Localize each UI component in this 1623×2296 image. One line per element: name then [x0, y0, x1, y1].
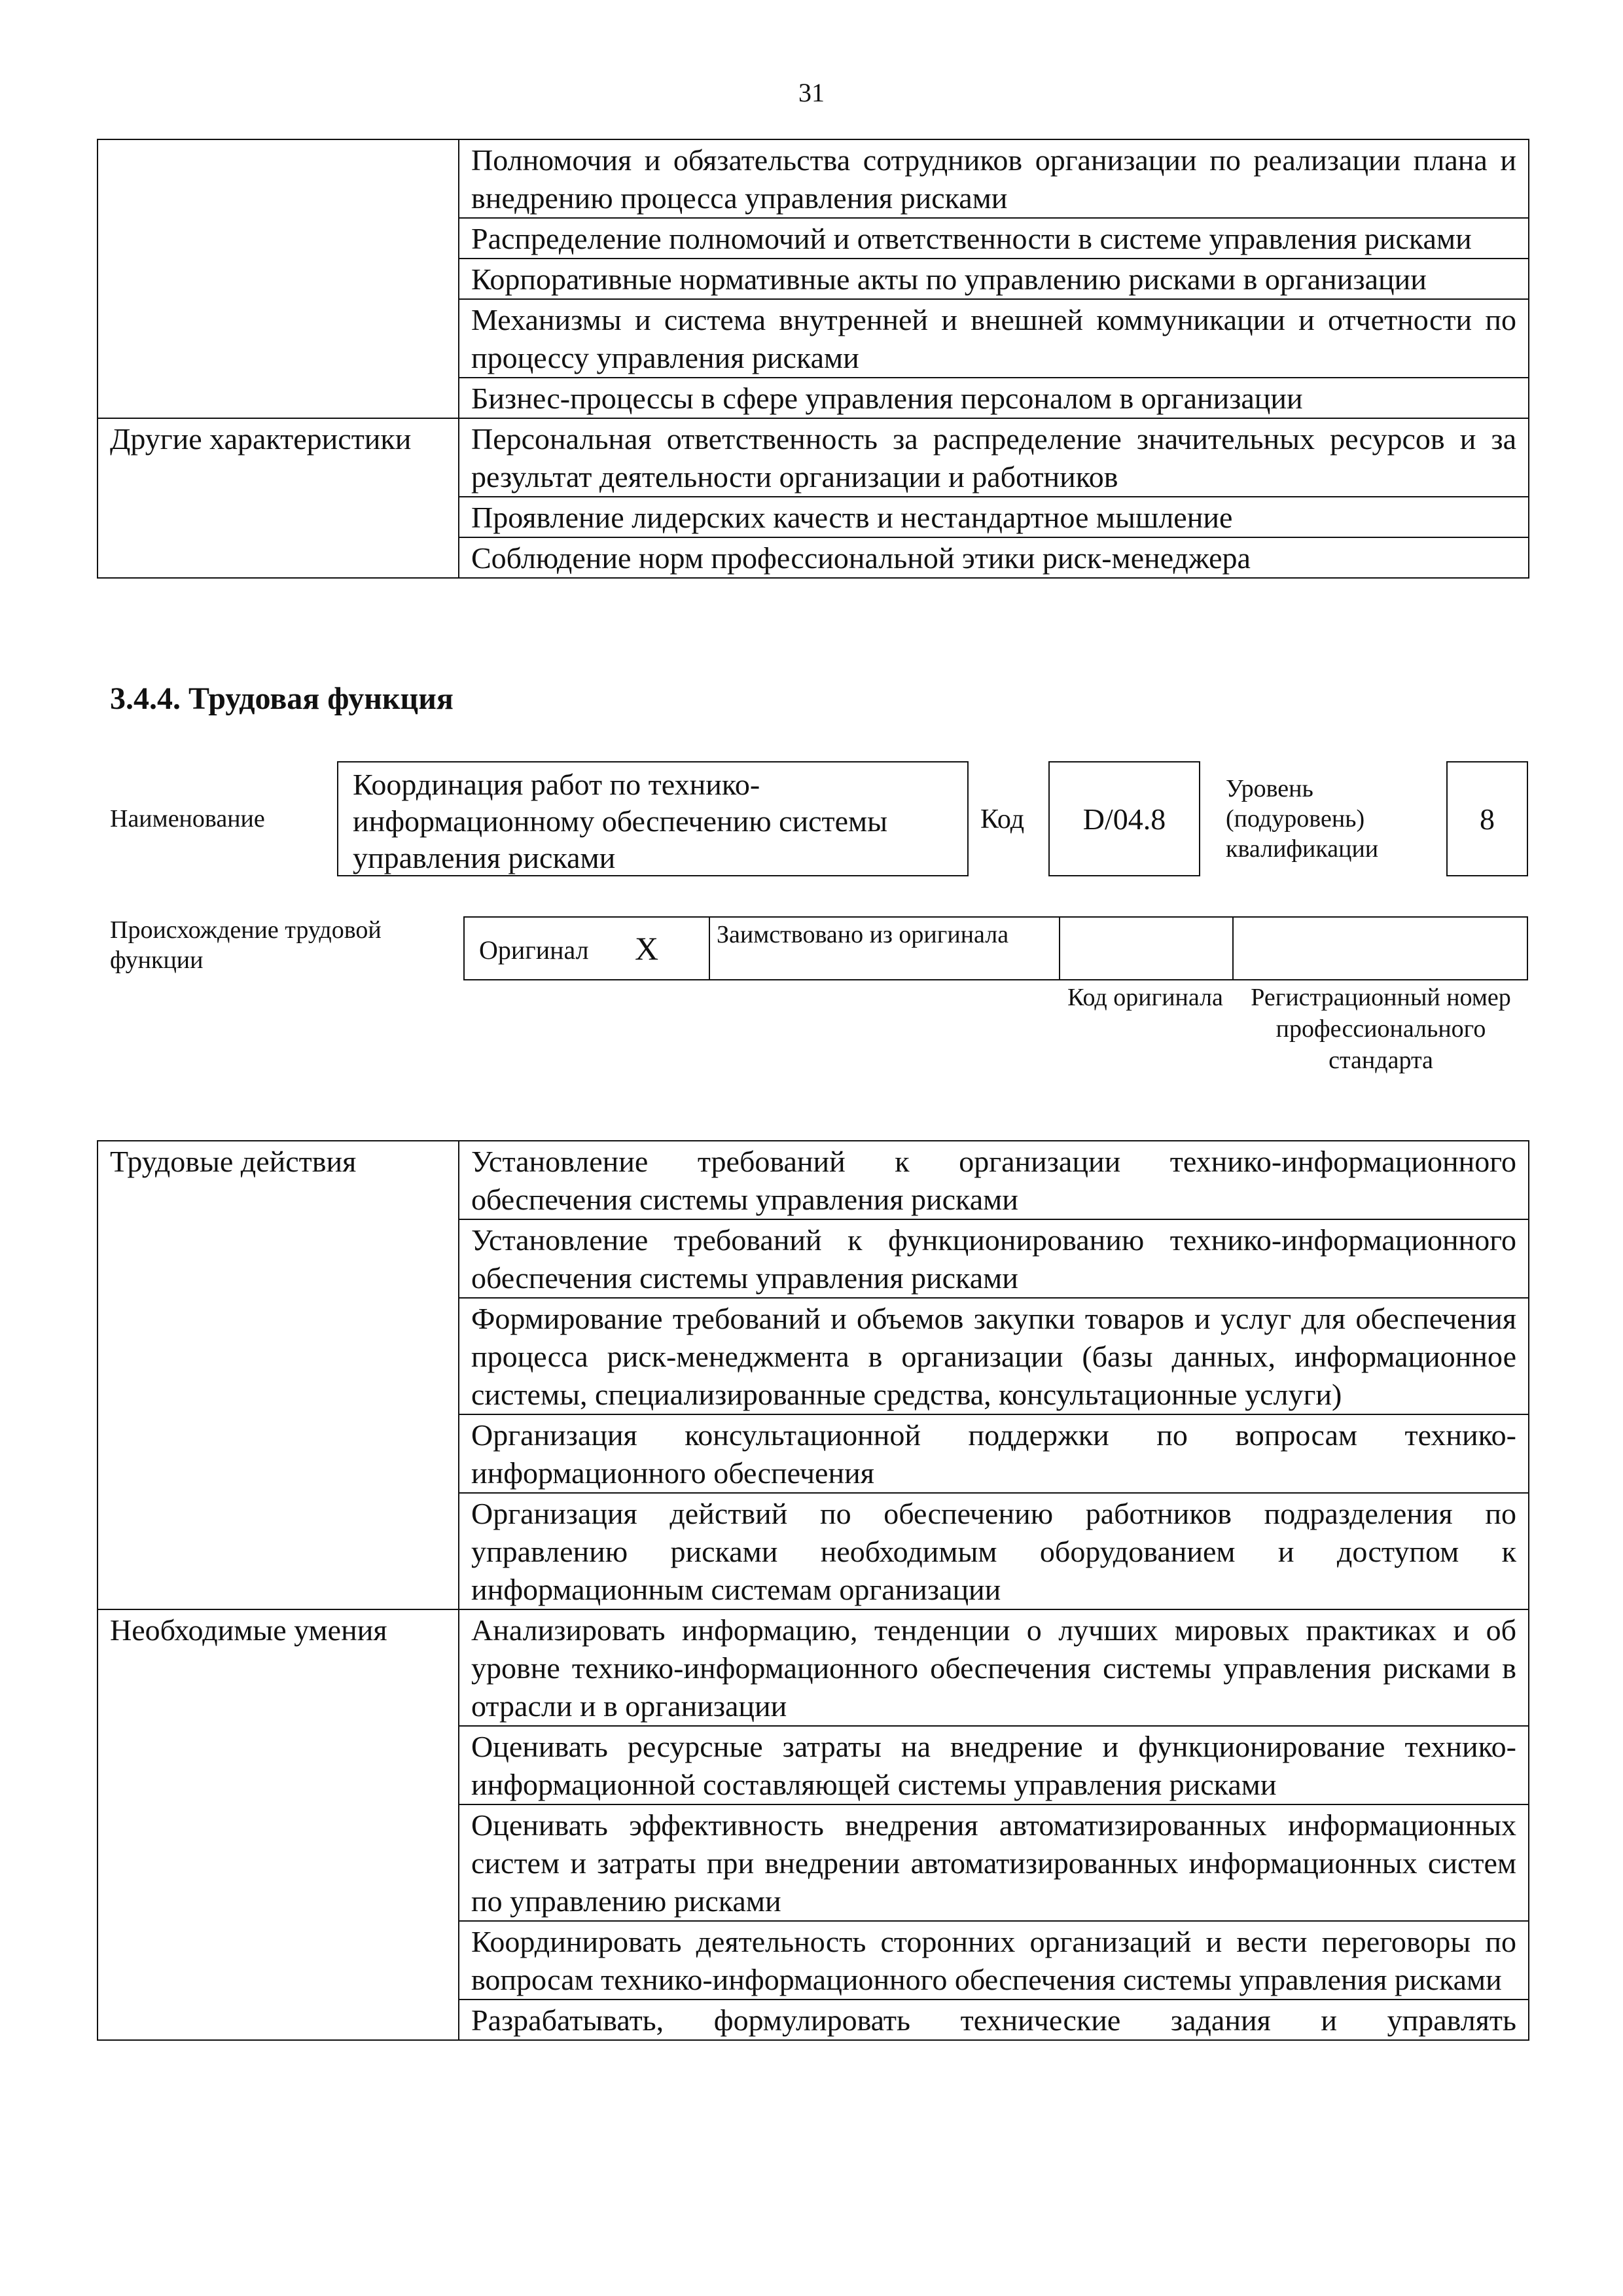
caption-reg: Регистрационный номер профессионального стандарта — [1251, 984, 1511, 1074]
table-cell: Оценивать эффективность внедрения автоматизированных информационных систем и затраты при внедрении автоматизированных информационных систем по управлению рисками — [459, 1804, 1529, 1921]
level-box: 8 — [1446, 761, 1528, 876]
page-number: 31 — [798, 78, 825, 107]
table-cell: Организация действий по обеспечению работников подразделения по управлению рисками необходимым оборудованием и доступом к информационным системам организации — [459, 1493, 1529, 1609]
origin-mark: X — [635, 930, 659, 967]
table-cell: Установление требований к функционированию технико-информационного обеспечения системы управления рисками — [459, 1219, 1529, 1298]
table-cell: Анализировать информацию, тенденции о лучших мировых практиках и об уровне технико-информационного обеспечения системы управления рисками в отрасли и в организации — [459, 1609, 1529, 1726]
origin-borrowed-label: Заимствовано из оригинала — [717, 921, 1009, 948]
table-cell-empty — [98, 139, 459, 418]
table-row — [98, 139, 1529, 218]
code-box: D/04.8 — [1048, 761, 1200, 876]
table-row — [98, 418, 1529, 497]
origin-original-label: Оригинал — [479, 935, 589, 965]
table-cell: Персональная ответственность за распределение значительных ресурсов и за результат деятельности организации и работников — [459, 418, 1529, 497]
origin-reg-cell — [1234, 918, 1527, 979]
name-label: Наименование — [110, 805, 265, 833]
table-row — [98, 1141, 1529, 1219]
origin-borrowed-cell — [710, 918, 1060, 979]
row-label-actions: Трудовые действия — [98, 1141, 459, 1609]
table-top — [97, 139, 1529, 579]
origin-code-cell — [1060, 918, 1234, 979]
table-row — [98, 1609, 1529, 1726]
function-name-box: Координация работ по технико-информационному обеспечению системы управления рисками — [337, 761, 969, 876]
origin-label: Происхождение трудовой функции — [110, 916, 382, 974]
section-heading: 3.4.4. Трудовая функция — [110, 681, 454, 716]
table-cell: Бизнес-процессы в сфере управления персоналом в организации — [459, 378, 1529, 418]
table-cell: Корпоративные нормативные акты по управлению рисками в организации — [459, 259, 1529, 299]
row-label-skills: Необходимые умения — [98, 1609, 459, 2040]
table-cell: Координировать деятельность сторонних организаций и вести переговоры по вопросам технико-информационного обеспечения системы управления рисками — [459, 1921, 1529, 2000]
table-cell: Оценивать ресурсные затраты на внедрение и функционирование технико-информационной составляющей системы управления рисками — [459, 1726, 1529, 1804]
table-cell: Полномочия и обязательства сотрудников организации по реализации плана и внедрению процесса управления рисками — [459, 139, 1529, 218]
table-cell: Формирование требований и объемов закупки товаров и услуг для обеспечения процесса риск-менеджмента в организации (базы данных, информационное системы, специализированные средства, консультационные услуги) — [459, 1298, 1529, 1414]
code-label: Код — [980, 804, 1025, 834]
table-cell: Проявление лидерских качеств и нестандартное мышление — [459, 497, 1529, 537]
table-cell: Установление требований к организации технико-информационного обеспечения системы управления рисками — [459, 1141, 1529, 1219]
table-cell: Распределение полномочий и ответственности в системе управления рисками — [459, 218, 1529, 259]
row-label-other: Другие характеристики — [98, 418, 459, 578]
caption-code: Код оригинала — [1067, 984, 1223, 1011]
table-cell: Механизмы и система внутренней и внешней коммуникации и отчетности по процессу управления рисками — [459, 299, 1529, 378]
table-cell: Разрабатывать, формулировать технические задания и управлять — [459, 2000, 1529, 2040]
table-bottom — [97, 1140, 1529, 2041]
table-cell: Соблюдение норм профессиональной этики риск-менеджера — [459, 537, 1529, 578]
origin-row — [463, 916, 1528, 980]
level-label: Уровень (подуровень) квалификации — [1226, 775, 1379, 863]
table-cell: Организация консультационной поддержки по вопросам технико-информационного обеспечения — [459, 1414, 1529, 1493]
origin-original-cell — [465, 918, 710, 979]
